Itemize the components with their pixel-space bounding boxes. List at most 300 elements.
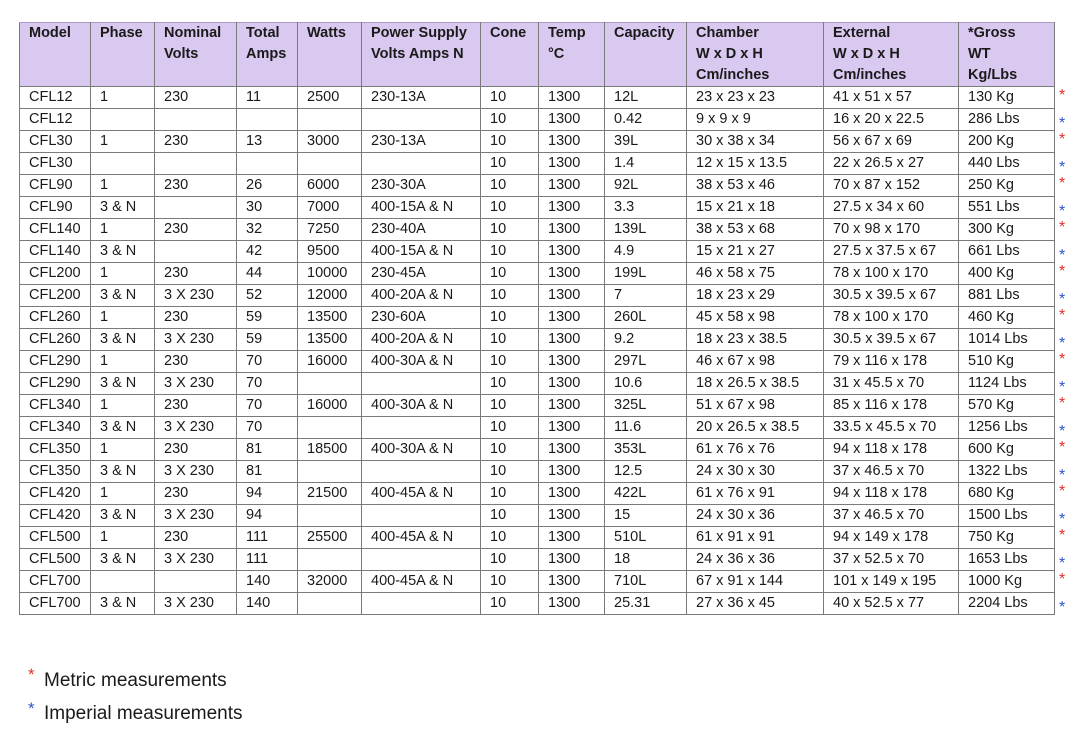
table-cell: 440 Lbs — [959, 153, 1055, 175]
table-cell: 24 x 30 x 30 — [687, 461, 824, 483]
table-cell: 199L — [605, 263, 687, 285]
table-cell: 230 — [155, 351, 237, 373]
table-cell: 18 x 26.5 x 38.5 — [687, 373, 824, 395]
table-cell: 200 Kg — [959, 131, 1055, 153]
table-cell: 3 X 230 — [155, 461, 237, 483]
column-header — [481, 23, 539, 87]
table-cell: 230 — [155, 87, 237, 109]
table-cell: 230 — [155, 175, 237, 197]
table-cell: 27.5 x 34 x 60 — [824, 197, 959, 219]
table-cell: 10 — [481, 285, 539, 307]
table-cell: 1 — [91, 263, 155, 285]
table-cell: 18 — [605, 549, 687, 571]
unit-marker-column — [1056, 87, 1074, 615]
table-cell: 881 Lbs — [959, 285, 1055, 307]
table-cell: 9 x 9 x 9 — [687, 109, 824, 131]
table-cell: 24 x 36 x 36 — [687, 549, 824, 571]
table-cell: 7000 — [298, 197, 362, 219]
table-cell: 400-45A & N — [362, 527, 481, 549]
legend-metric — [28, 664, 243, 697]
table-cell: 1300 — [539, 329, 605, 351]
table-cell: 30 — [237, 197, 298, 219]
table-cell — [237, 153, 298, 175]
table-cell: 3 X 230 — [155, 329, 237, 351]
red-star-icon: * — [1059, 439, 1066, 456]
table-row — [20, 87, 1055, 109]
blue-star-icon: * — [1059, 203, 1066, 220]
table-cell: 10 — [481, 351, 539, 373]
table-cell — [155, 197, 237, 219]
table-cell: 10 — [481, 439, 539, 461]
unit-marker — [1056, 417, 1074, 439]
column-header-line: Volts Amps N — [371, 46, 464, 62]
table-cell: 3 & N — [91, 417, 155, 439]
table-cell — [298, 153, 362, 175]
table-cell: 10 — [481, 483, 539, 505]
column-header-line: Cm/inches — [696, 67, 770, 83]
table-cell: 16000 — [298, 395, 362, 417]
table-cell: 70 — [237, 351, 298, 373]
unit-marker — [1056, 549, 1074, 571]
blue-star-icon: * — [1059, 379, 1066, 396]
table-cell: 3 X 230 — [155, 593, 237, 615]
red-star-icon: * — [1059, 351, 1066, 368]
table-cell: 15 x 21 x 27 — [687, 241, 824, 263]
unit-marker — [1056, 593, 1074, 615]
table-cell: 94 x 118 x 178 — [824, 439, 959, 461]
column-header — [824, 23, 959, 87]
table-cell: 10 — [481, 307, 539, 329]
red-star-icon: * — [28, 665, 35, 684]
table-cell: 400 Kg — [959, 263, 1055, 285]
table-cell: 30.5 x 39.5 x 67 — [824, 329, 959, 351]
table-cell: 3 & N — [91, 593, 155, 615]
table-cell: 44 — [237, 263, 298, 285]
table-cell: 46 x 58 x 75 — [687, 263, 824, 285]
column-header-line: Cm/inches — [833, 67, 907, 83]
table-cell: 1 — [91, 131, 155, 153]
column-header-line: Chamber — [696, 25, 759, 41]
table-cell — [362, 417, 481, 439]
table-cell: 92L — [605, 175, 687, 197]
table-cell: 230-40A — [362, 219, 481, 241]
header-row — [20, 23, 1055, 87]
table-cell: 1300 — [539, 153, 605, 175]
red-star-icon: * — [1059, 395, 1066, 412]
table-cell: 13500 — [298, 329, 362, 351]
table-cell: CFL290 — [20, 351, 91, 373]
table-cell: 81 — [237, 439, 298, 461]
table-cell: 750 Kg — [959, 527, 1055, 549]
table-cell: 70 — [237, 373, 298, 395]
unit-marker — [1056, 483, 1074, 505]
red-star-icon: * — [1059, 263, 1066, 280]
table-row — [20, 175, 1055, 197]
table-cell: 3 X 230 — [155, 285, 237, 307]
table-cell: 56 x 67 x 69 — [824, 131, 959, 153]
table-cell: 25500 — [298, 527, 362, 549]
table-cell: 12000 — [298, 285, 362, 307]
table-cell: 78 x 100 x 170 — [824, 263, 959, 285]
table-cell: 1300 — [539, 395, 605, 417]
table-cell: 10 — [481, 263, 539, 285]
table-cell: 3 & N — [91, 373, 155, 395]
table-cell — [237, 109, 298, 131]
table-cell: 1300 — [539, 373, 605, 395]
table-row — [20, 197, 1055, 219]
table-cell: 1500 Lbs — [959, 505, 1055, 527]
table-cell: 10 — [481, 153, 539, 175]
table-cell: 3 X 230 — [155, 417, 237, 439]
table-cell: CFL700 — [20, 593, 91, 615]
red-star-icon: * — [1059, 483, 1066, 500]
table-cell: 510L — [605, 527, 687, 549]
table-cell — [362, 505, 481, 527]
table-cell: 140 — [237, 571, 298, 593]
table-cell: 570 Kg — [959, 395, 1055, 417]
table-cell: 1653 Lbs — [959, 549, 1055, 571]
table-cell: 3000 — [298, 131, 362, 153]
table-row — [20, 351, 1055, 373]
column-header — [539, 23, 605, 87]
table-cell: 7 — [605, 285, 687, 307]
table-cell: 1300 — [539, 527, 605, 549]
table-cell: 27 x 36 x 45 — [687, 593, 824, 615]
table-cell: 101 x 149 x 195 — [824, 571, 959, 593]
table-cell: 25.31 — [605, 593, 687, 615]
table-cell: 15 — [605, 505, 687, 527]
table-cell: 1300 — [539, 241, 605, 263]
table-cell: 11 — [237, 87, 298, 109]
column-header-line: W x D x H — [833, 46, 900, 62]
unit-marker — [1056, 109, 1074, 131]
unit-marker — [1056, 175, 1074, 197]
table-cell: 230-30A — [362, 175, 481, 197]
table-cell: 230-45A — [362, 263, 481, 285]
table-cell: 26 — [237, 175, 298, 197]
table-cell: 9.2 — [605, 329, 687, 351]
table-cell: 3 & N — [91, 329, 155, 351]
table-cell: 1 — [91, 307, 155, 329]
column-header-line: Volts — [164, 46, 199, 62]
table-cell — [155, 571, 237, 593]
table-row — [20, 395, 1055, 417]
table-cell: 94 — [237, 505, 298, 527]
table-cell: 18 x 23 x 38.5 — [687, 329, 824, 351]
table-cell: 94 x 149 x 178 — [824, 527, 959, 549]
table-cell: 41 x 51 x 57 — [824, 87, 959, 109]
table-cell: 67 x 91 x 144 — [687, 571, 824, 593]
table-cell: 21500 — [298, 483, 362, 505]
blue-star-icon: * — [1059, 291, 1066, 308]
red-star-icon: * — [1059, 87, 1066, 104]
table-cell: CFL260 — [20, 329, 91, 351]
table-cell: 1300 — [539, 285, 605, 307]
table-cell: 61 x 76 x 76 — [687, 439, 824, 461]
unit-marker — [1056, 219, 1074, 241]
column-header-line: *Gross — [968, 25, 1016, 41]
table-cell: 10 — [481, 417, 539, 439]
table-cell: 10 — [481, 219, 539, 241]
table-cell: CFL200 — [20, 285, 91, 307]
unit-marker — [1056, 439, 1074, 461]
table-cell: 18 x 23 x 29 — [687, 285, 824, 307]
column-header-line: °C — [548, 46, 565, 62]
column-header-line: Temp — [548, 25, 586, 41]
table-cell — [91, 153, 155, 175]
table-row — [20, 527, 1055, 549]
table-row — [20, 131, 1055, 153]
table-cell: 260L — [605, 307, 687, 329]
table-cell: 78 x 100 x 170 — [824, 307, 959, 329]
table-cell: 680 Kg — [959, 483, 1055, 505]
table-cell: 600 Kg — [959, 439, 1055, 461]
table-cell — [91, 571, 155, 593]
table-cell: 6000 — [298, 175, 362, 197]
column-header — [91, 23, 155, 87]
table-cell: CFL12 — [20, 87, 91, 109]
table-cell: 10 — [481, 549, 539, 571]
blue-star-icon: * — [1059, 511, 1066, 528]
table-cell: 230 — [155, 439, 237, 461]
table-cell: 61 x 91 x 91 — [687, 527, 824, 549]
table-cell: 230 — [155, 219, 237, 241]
column-header-line: External — [833, 25, 891, 41]
unit-marker — [1056, 131, 1074, 153]
unit-marker — [1056, 87, 1074, 109]
table-cell: 3 & N — [91, 549, 155, 571]
table-cell: 400-45A & N — [362, 483, 481, 505]
table-cell: 400-30A & N — [362, 351, 481, 373]
table-cell: 400-45A & N — [362, 571, 481, 593]
unit-marker — [1056, 461, 1074, 483]
table-cell: 32 — [237, 219, 298, 241]
unit-marker — [1056, 153, 1074, 175]
table-cell: 10 — [481, 593, 539, 615]
table-cell: 10 — [481, 395, 539, 417]
table-cell: 1300 — [539, 593, 605, 615]
table-cell: 16 x 20 x 22.5 — [824, 109, 959, 131]
column-header-line: W x D x H — [696, 46, 763, 62]
table-row — [20, 461, 1055, 483]
table-cell: 10 — [481, 241, 539, 263]
table-cell: 400-20A & N — [362, 285, 481, 307]
table-cell: 1300 — [539, 483, 605, 505]
table-cell: 400-20A & N — [362, 329, 481, 351]
red-star-icon: * — [1059, 219, 1066, 236]
table-cell: 1300 — [539, 439, 605, 461]
table-cell: 7250 — [298, 219, 362, 241]
table-cell: 1.4 — [605, 153, 687, 175]
table-cell: 10 — [481, 329, 539, 351]
table-cell: 81 — [237, 461, 298, 483]
table-row — [20, 549, 1055, 571]
table-cell: CFL700 — [20, 571, 91, 593]
column-header — [362, 23, 481, 87]
table-cell: CFL350 — [20, 461, 91, 483]
table-cell: 230 — [155, 131, 237, 153]
unit-marker — [1056, 285, 1074, 307]
column-header — [959, 23, 1055, 87]
legend — [28, 664, 243, 730]
table-cell: 3 & N — [91, 461, 155, 483]
table-cell: 1300 — [539, 571, 605, 593]
table-cell: 51 x 67 x 98 — [687, 395, 824, 417]
table-cell: CFL90 — [20, 175, 91, 197]
table-cell: CFL90 — [20, 197, 91, 219]
table-cell: 3 & N — [91, 197, 155, 219]
table-cell: 4.9 — [605, 241, 687, 263]
table-cell: 2500 — [298, 87, 362, 109]
table-row — [20, 109, 1055, 131]
table-cell — [298, 417, 362, 439]
table-cell: CFL200 — [20, 263, 91, 285]
table-cell: 3 & N — [91, 505, 155, 527]
table-cell: 3.3 — [605, 197, 687, 219]
table-cell: CFL340 — [20, 395, 91, 417]
table-cell: 10 — [481, 571, 539, 593]
table-cell: CFL290 — [20, 373, 91, 395]
table-cell: CFL420 — [20, 505, 91, 527]
table-row — [20, 263, 1055, 285]
table-cell: 59 — [237, 307, 298, 329]
table-row — [20, 329, 1055, 351]
table-cell: 1000 Kg — [959, 571, 1055, 593]
table-cell: 1256 Lbs — [959, 417, 1055, 439]
table-cell: 1300 — [539, 131, 605, 153]
unit-marker — [1056, 571, 1074, 593]
table-cell: 400-15A & N — [362, 241, 481, 263]
column-header-line: Amps — [246, 46, 287, 62]
table-cell: CFL340 — [20, 417, 91, 439]
column-header-line: Phase — [100, 25, 143, 41]
table-cell: 33.5 x 45.5 x 70 — [824, 417, 959, 439]
table-cell: 3 X 230 — [155, 505, 237, 527]
table-cell — [298, 373, 362, 395]
table-cell: 39L — [605, 131, 687, 153]
table-cell: 70 — [237, 395, 298, 417]
table-cell: 12 x 15 x 13.5 — [687, 153, 824, 175]
table-cell: 325L — [605, 395, 687, 417]
unit-marker — [1056, 505, 1074, 527]
column-header — [155, 23, 237, 87]
table-cell: 1300 — [539, 87, 605, 109]
blue-star-icon: * — [1059, 115, 1066, 132]
table-cell: 13 — [237, 131, 298, 153]
column-header — [687, 23, 824, 87]
table-cell: 400-30A & N — [362, 395, 481, 417]
table-cell: CFL500 — [20, 549, 91, 571]
table-body — [20, 87, 1055, 615]
table-cell: 10 — [481, 505, 539, 527]
table-cell: 10.6 — [605, 373, 687, 395]
table-cell — [155, 153, 237, 175]
unit-marker — [1056, 263, 1074, 285]
table-row — [20, 505, 1055, 527]
table-cell: 94 — [237, 483, 298, 505]
table-cell: 70 x 98 x 170 — [824, 219, 959, 241]
table-cell: 1 — [91, 395, 155, 417]
table-cell: 1300 — [539, 197, 605, 219]
table-cell: 0.42 — [605, 109, 687, 131]
table-cell: 61 x 76 x 91 — [687, 483, 824, 505]
table-cell: 230 — [155, 395, 237, 417]
column-header-line: Nominal — [164, 25, 222, 41]
table-cell: 230 — [155, 527, 237, 549]
table-cell: 1300 — [539, 351, 605, 373]
table-cell: 297L — [605, 351, 687, 373]
column-header-line: Total — [246, 25, 280, 41]
table-cell: 37 x 46.5 x 70 — [824, 505, 959, 527]
table-cell: 10 — [481, 109, 539, 131]
table-cell: 1300 — [539, 307, 605, 329]
table-cell: 300 Kg — [959, 219, 1055, 241]
table-cell: 32000 — [298, 571, 362, 593]
table-cell: 661 Lbs — [959, 241, 1055, 263]
table-cell: 46 x 67 x 98 — [687, 351, 824, 373]
table-cell — [298, 461, 362, 483]
table-cell: 353L — [605, 439, 687, 461]
legend-imperial — [28, 697, 243, 730]
table-row — [20, 417, 1055, 439]
red-star-icon: * — [1059, 307, 1066, 324]
table-cell — [362, 109, 481, 131]
unit-marker — [1056, 395, 1074, 417]
table-cell: 422L — [605, 483, 687, 505]
table-cell — [155, 109, 237, 131]
table-row — [20, 373, 1055, 395]
table-cell: 111 — [237, 527, 298, 549]
column-header-line: WT — [968, 46, 991, 62]
table-cell: 10 — [481, 527, 539, 549]
table-cell: 27.5 x 37.5 x 67 — [824, 241, 959, 263]
blue-star-icon: * — [1059, 467, 1066, 484]
table-cell: 230 — [155, 483, 237, 505]
table-cell: 1124 Lbs — [959, 373, 1055, 395]
table-cell: 250 Kg — [959, 175, 1055, 197]
red-star-icon: * — [1059, 131, 1066, 148]
table-cell: 12L — [605, 87, 687, 109]
table-row — [20, 307, 1055, 329]
table-cell: 40 x 52.5 x 77 — [824, 593, 959, 615]
blue-star-icon: * — [1059, 159, 1066, 176]
table-cell: 1 — [91, 483, 155, 505]
unit-marker — [1056, 241, 1074, 263]
table-cell: 30.5 x 39.5 x 67 — [824, 285, 959, 307]
red-star-icon: * — [1059, 175, 1066, 192]
unit-marker — [1056, 307, 1074, 329]
specifications-table — [19, 22, 1055, 615]
table-header — [20, 23, 1055, 87]
column-header — [298, 23, 362, 87]
column-header-line: Capacity — [614, 25, 675, 41]
table-cell: 10000 — [298, 263, 362, 285]
table-cell: 31 x 45.5 x 70 — [824, 373, 959, 395]
table-cell: 10 — [481, 175, 539, 197]
table-cell: 1 — [91, 527, 155, 549]
table-cell: 79 x 116 x 178 — [824, 351, 959, 373]
table-cell — [298, 593, 362, 615]
column-header-line: Model — [29, 25, 71, 41]
table-cell: 59 — [237, 329, 298, 351]
unit-marker — [1056, 329, 1074, 351]
table-cell: CFL350 — [20, 439, 91, 461]
unit-marker — [1056, 351, 1074, 373]
unit-marker — [1056, 527, 1074, 549]
table-cell: 400-15A & N — [362, 197, 481, 219]
table-cell: 70 x 87 x 152 — [824, 175, 959, 197]
table-row — [20, 439, 1055, 461]
